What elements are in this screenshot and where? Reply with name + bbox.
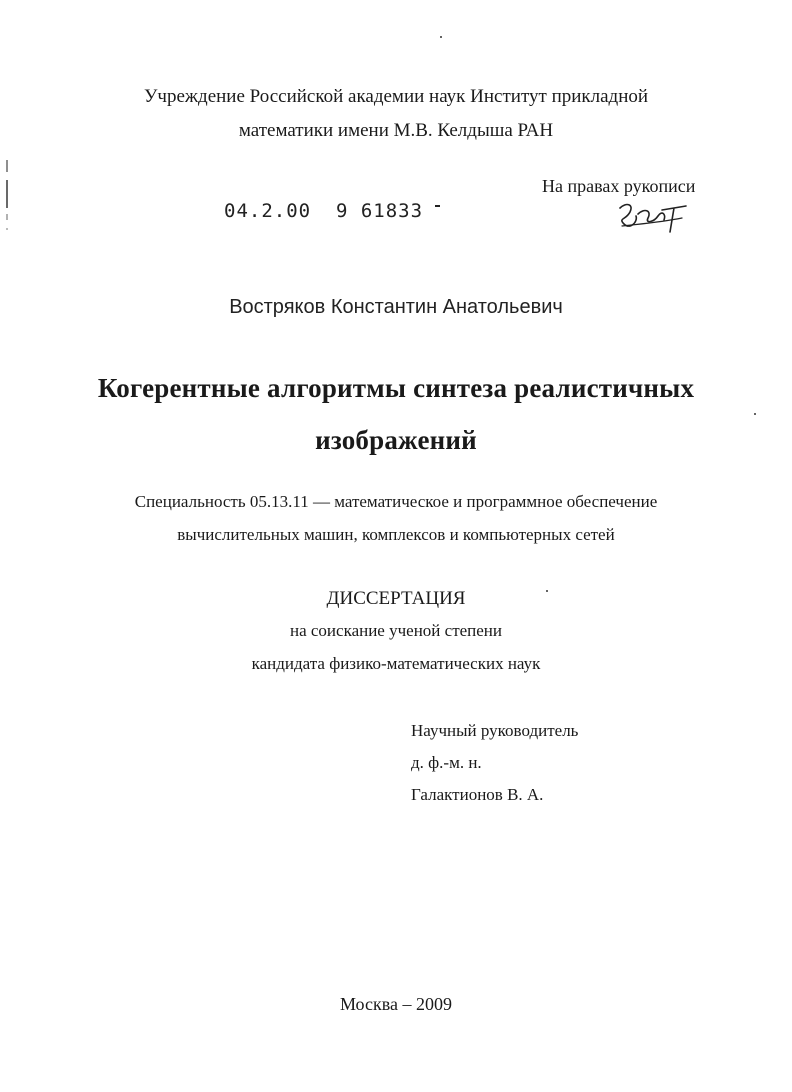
- manuscript-rights: На правах рукописи: [542, 176, 696, 196]
- advisor-name: Галактионов В. А.: [411, 785, 544, 804]
- institution-line-1: Учреждение Российской академии наук Институт прикладной: [143, 86, 649, 107]
- scientific-advisor: [411, 715, 578, 811]
- scan-edge-marks: [4, 150, 10, 240]
- specialty: [0, 485, 792, 551]
- degree: [0, 614, 792, 680]
- document-type: ДИССЕРТАЦИЯ: [326, 588, 466, 609]
- advisor-role: Научный руководитель: [411, 721, 579, 740]
- degree-line-2: кандидата физико-математических наук: [251, 654, 541, 673]
- dissertation-title: [0, 362, 792, 466]
- registration-code-text: 04.2.00 9 61833: [224, 200, 424, 222]
- title-line-2: изображений: [315, 425, 477, 455]
- degree-line-1: на соискание ученой степени: [289, 621, 503, 640]
- author-name: Востряков Константин Анатольевич: [229, 296, 563, 318]
- institution-line-2: математики имени М.В. Келдыша РАН: [238, 120, 554, 141]
- title-line-1: Когерентные алгоритмы синтеза реалистичных: [97, 373, 695, 403]
- signature: [612, 196, 692, 238]
- scan-speck: [440, 36, 442, 38]
- registration-code-tick: [435, 205, 440, 207]
- institution-header: [0, 80, 792, 148]
- specialty-line-1: Специальность 05.13.11 — математическое и программное обеспечение: [134, 492, 658, 511]
- registration-code: [224, 200, 440, 222]
- place-year: Москва – 2009: [340, 994, 452, 1014]
- advisor-degree: д. ф.-м. н.: [411, 753, 482, 772]
- specialty-line-2: вычислительных машин, комплексов и компьютерных сетей: [177, 525, 615, 544]
